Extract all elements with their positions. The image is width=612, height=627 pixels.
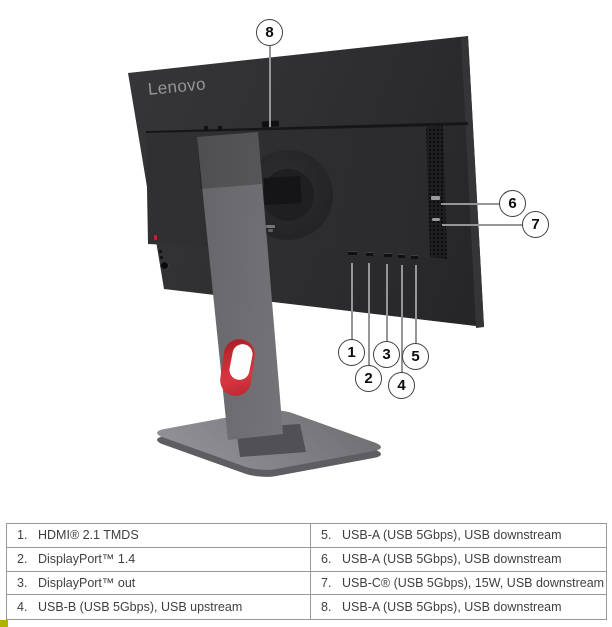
callout-1 (338, 339, 365, 366)
callout-4-number: 4 (397, 377, 406, 394)
callout-6 (499, 190, 526, 217)
port-label: DisplayPort™ out (38, 575, 136, 590)
port-number: 6. (321, 552, 332, 567)
usb-a-bottom-port (411, 255, 418, 259)
callout-7-number: 7 (531, 216, 540, 233)
table-row (7, 548, 311, 572)
table-row (311, 524, 606, 548)
port-label: USB-A (USB 5Gbps), USB downstream (342, 552, 562, 567)
leader-line-8 (269, 46, 271, 127)
port-label: DisplayPort™ 1.4 (38, 552, 136, 567)
port-label: USB-A (USB 5Gbps), USB downstream (342, 600, 562, 615)
table-row (7, 572, 311, 596)
callout-7 (522, 211, 549, 238)
table-row (7, 595, 311, 619)
leader-line-7 (442, 224, 523, 226)
usb-c-side-port (432, 218, 440, 221)
leader-line-3 (386, 264, 388, 342)
port-label: USB-A (USB 5Gbps), USB downstream (342, 528, 562, 543)
leader-line-1 (351, 263, 353, 340)
ports-legend-table (6, 523, 607, 620)
corner-color-mark (0, 620, 8, 627)
audio-jack (160, 261, 169, 270)
seam-notch (204, 126, 208, 131)
table-row (7, 524, 311, 548)
table-row (311, 572, 606, 596)
port-number: 4. (17, 600, 28, 615)
power-led (154, 235, 157, 240)
seam-notch (218, 126, 222, 131)
table-row (311, 548, 606, 572)
callout-5-number: 5 (411, 348, 420, 365)
port-label: USB-C® (USB 5Gbps), 15W, USB downstream (342, 575, 605, 590)
port-label: HDMI® 2.1 TMDS (38, 528, 139, 543)
callout-8 (256, 19, 283, 46)
callout-8-number: 8 (265, 24, 274, 41)
callout-6-number: 6 (508, 195, 517, 212)
port-number: 2. (17, 552, 28, 567)
port-number: 5. (321, 528, 332, 543)
control-button (159, 250, 162, 253)
callout-1-number: 1 (347, 344, 356, 361)
usb-a-side-port (431, 196, 440, 200)
callout-4 (388, 372, 415, 399)
callout-2 (355, 365, 382, 392)
callout-5 (402, 343, 429, 370)
port-number: 8. (321, 600, 332, 615)
table-row (311, 595, 606, 619)
callout-3 (373, 341, 400, 368)
control-button (160, 256, 163, 259)
stand-connector-block (263, 176, 301, 205)
leader-line-2 (368, 263, 370, 366)
port-label: USB-B (USB 5Gbps), USB upstream (38, 600, 243, 615)
usb-a-top-port (262, 120, 279, 127)
hdmi-port (348, 251, 357, 255)
lenovo-logo: Lenovo (147, 74, 207, 99)
leader-line-6 (441, 203, 500, 205)
usb-b-port (398, 254, 405, 258)
callout-3-number: 3 (382, 346, 391, 363)
callout-2-number: 2 (364, 370, 373, 387)
stand-release-latch-icon-part (268, 229, 273, 232)
port-number: 7. (321, 575, 332, 590)
port-number: 3. (17, 575, 28, 590)
port-number: 1. (17, 528, 28, 543)
leader-line-5 (415, 265, 417, 344)
displayport-out-port (384, 253, 392, 257)
displayport-in-port (366, 252, 373, 256)
stand-release-latch-icon (266, 225, 275, 228)
